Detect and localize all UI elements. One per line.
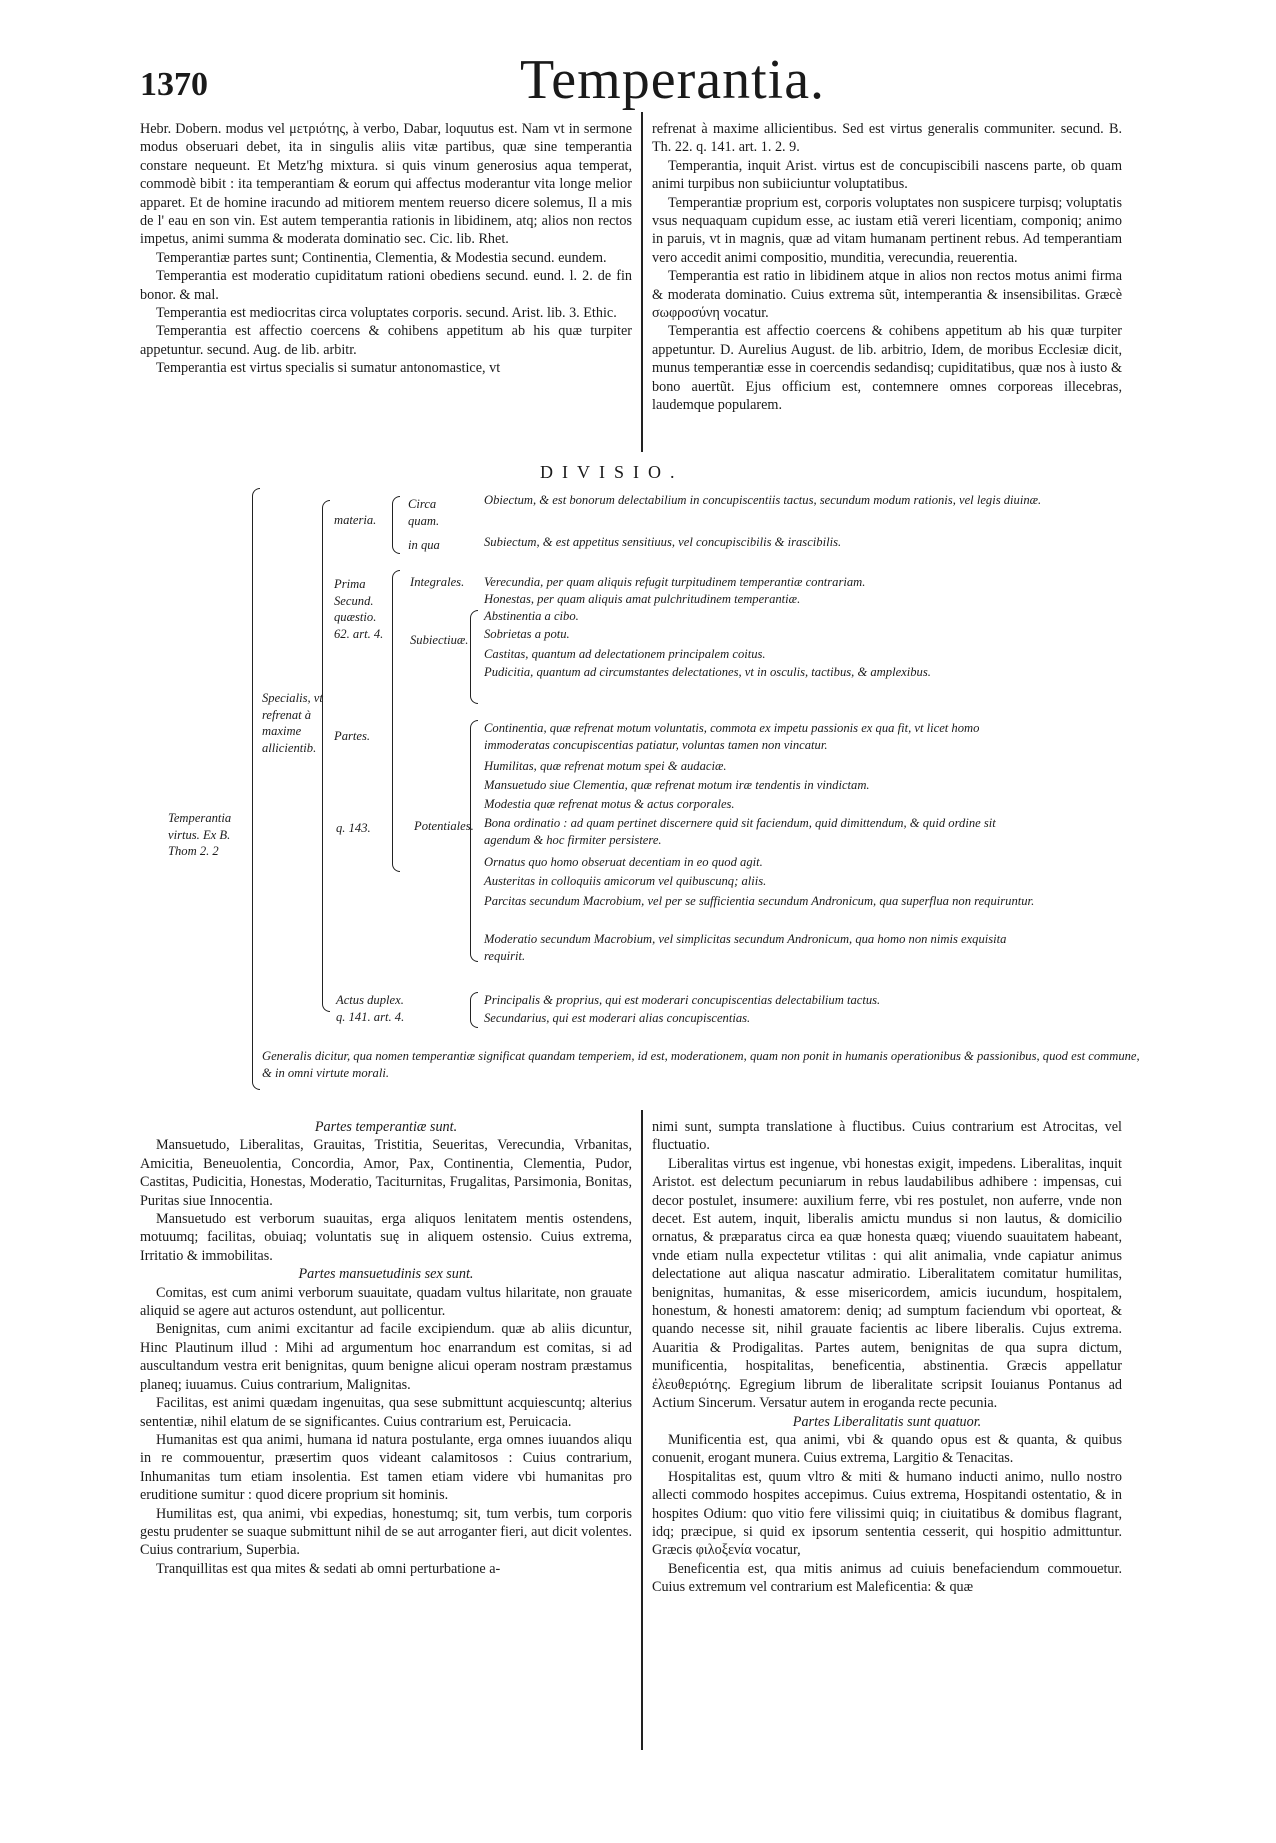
tree-root: Temperantia virtus. Ex B. Thom 2. 2 bbox=[168, 811, 232, 858]
tree-ornatus: Ornatus quo homo obseruat decentiam in eo quod agit. bbox=[484, 855, 763, 869]
paragraph: refrenat à maxime allicientibus. Sed est virtus generalis communiter. secund. B. Th. 22. q. 141. art. 1. 2. 9. bbox=[652, 121, 1122, 156]
tree-bracket bbox=[392, 570, 400, 872]
section-heading: Partes Liberalitatis sunt quatuor. bbox=[792, 1413, 982, 1430]
tree-generalis: Generalis dicitur, qua nomen temperantiæ significat quandam temperiem, id est, moderationem, quam non ponit in humanis operationibus & passionibus, quod est commune, & in omni virtute morali. bbox=[262, 1049, 1140, 1080]
paragraph: Munificentia est, qua animi, vbi & quando opus est & quanta, & quibus conuenit, erogant munera. Cuius extrema, Largitio & Tenacitas. bbox=[652, 1431, 1122, 1467]
tree-integrales: Integrales. bbox=[410, 575, 465, 589]
tree-parcitas: Parcitas secundum Macrobium, vel per se sufficientia secundum Andronicum, qua superflua non requiruntur. bbox=[484, 894, 1035, 908]
tree-bona-ordinatio: Bona ordinatio : ad quam pertinet discernere quid sit faciendum, quid dimittendum, & quid ordine sit agendum & hoc firmiter persistere. bbox=[484, 816, 996, 847]
paragraph: Temperantiæ proprium est, corporis voluptates non suspicere turpisq; voluptatis vsus nequaquam cupidum esse, ac iustam etiã vereri licentiam, componiq; animo in paruis, vt in magnis, quæ ad vitam humanam pertinent rebus. Ad temperantiam vero accedit animi compositio, munditia, verecundia, reuerentia. bbox=[652, 194, 1122, 266]
tree-sobrietas: Sobrietas a potu. bbox=[484, 627, 570, 641]
tree-mansuetudo: Mansuetudo siue Clementia, quæ refrenat motum iræ tendentis in vindictam. bbox=[484, 778, 870, 792]
paragraph: nimi sunt, sumpta translatione à fluctibus. Cuius contrarium est Atrocitas, vel fluctuatio. bbox=[652, 1119, 1122, 1154]
paragraph: Humanitas est qua animi, humana id natura postulante, erga omnes iuuandos aliqu in re commouentur, præsertim quos videant calamitosos : Cuius contrarium, Inhumanitas tum etiam insolentia. Est tamen etiam videre vbi humanitas pro eruditione sumitur : quod dicere proprium sit hominis. bbox=[140, 1431, 632, 1504]
tree-materia: materia. bbox=[334, 513, 377, 527]
paragraph: Facilitas, est animi quædam ingenuitas, qua sese submittunt acquiescuntq; alterius sententiæ, nihil elatum de se significantes. Cuius contrarium est, Peruicacia. bbox=[140, 1395, 632, 1430]
tree-prima-secundae: Prima Secund. quæstio. 62. art. 4. bbox=[334, 577, 384, 641]
text-column-1 bbox=[140, 120, 632, 378]
tree-austeritas: Austeritas in colloquiis amicorum vel quibuscunq; aliis. bbox=[484, 874, 767, 888]
tree-principalis: Principalis & proprius, qui est moderari concupiscentias delectabilium tactus. bbox=[484, 993, 881, 1007]
tree-castitas: Castitas, quantum ad delectationem principalem coitus. bbox=[484, 647, 766, 661]
tree-honestas: Honestas, per quam aliquis amat pulchritudinem temperantiæ. bbox=[484, 592, 801, 606]
paragraph: Temperantia est moderatio cupiditatum rationi obediens secund. eund. l. 2. de fin bonor. & mal. bbox=[140, 268, 632, 303]
tree-circa-quam: Circa quam. bbox=[408, 497, 440, 528]
tree-bracket bbox=[470, 610, 478, 704]
tree-actus-duplex: Actus duplex. q. 141. art. 4. bbox=[336, 993, 405, 1024]
tree-partes: Partes. bbox=[334, 729, 371, 743]
paragraph: Beneficentia est, qua mitis animus ad cuiuis benefaciendum commouetur. Cuius extremum vel contrarium est Maleficentia: & quæ bbox=[652, 1560, 1122, 1596]
tree-verecundia: Verecundia, per quam aliquis refugit turpitudinem temperantiæ contrariam. bbox=[484, 575, 866, 589]
tree-in-qua: in qua bbox=[408, 538, 440, 552]
paragraph: Temperantia, inquit Arist. virtus est de concupiscibili nascens parte, ob quam animi turpibus non subiiciuntur voluptatibus. bbox=[652, 157, 1122, 193]
text-column-3 bbox=[140, 1118, 632, 1578]
tree-pudicitia: Pudicitia, quantum ad circumstantes delectationes, vt in osculis, tactibus, & amplexibus. bbox=[484, 665, 931, 679]
tree-continentia: Continentia, quæ refrenat motum voluntatis, commota ex impetu passionis ex qua fit, vt licet homo immoderatas concupiscentias patiatur, voluntas tamen non vincatur. bbox=[484, 721, 980, 752]
section-heading: Partes temperantiæ sunt. bbox=[314, 1119, 458, 1135]
paragraph: Hebr. Dobern. modus vel μετριότης, à verbo, Dabar, loquutus est. Nam vt in sermone modus obseruari debet, ita in singulis aliis vitæ partibus, quæ sine temperantia constare nequeunt. Et Metz'hg mixtura. si quis vinum generosius aqua temperat, commodè bibit : ita temperantiam & eorum qui affectus moderantur vita longe melior apparet. Et de homine iracundo ad mitiorem mentem reuerso dicere solemus, Il a mis de l' eau en son vin. Est autem temperantia rationis in libidinem, atq; alios non rectos impetus, animi summa & moderata dominatio sec. Cic. lib. Rhet. bbox=[140, 121, 632, 248]
paragraph: Humilitas est, qua animi, vbi expedias, honestumq; sit, tum verbis, tum corporis gestu prudenter se suaque submittunt nihil de se aut arroganter fieri, aut dicit volentes. Cuius contrarium, Superbia. bbox=[140, 1505, 632, 1559]
tree-bracket bbox=[470, 720, 478, 962]
column-divider bbox=[641, 1110, 643, 1750]
tree-abstinentia: Abstinentia a cibo. bbox=[484, 609, 579, 623]
tree-obiectum: Obiectum, & est bonorum delectabilium in concupiscentiis tactus, secundum modum rationis, vel legis diuinæ. bbox=[484, 493, 1042, 507]
column-divider bbox=[641, 112, 643, 452]
tree-bracket bbox=[470, 992, 478, 1028]
tree-subiectum: Subiectum, & est appetitus sensitiuus, vel concupiscibilis & irascibilis. bbox=[484, 535, 842, 549]
paragraph: Hospitalitas est, quum vltro & miti & humano inducti animo, nullo nostro allecti commodo hospites accepimus. Cuius extrema, Hospitandi ostentatio, & in hospites Odium: quo vitio fere vilissimi quiq; in ciuitatibus & domibus flagrant, idq; præcipue, si quid ex ipsorum sententia cesserit, qui hospitio admittuntur. Græcis φιλοξενία vocatur, bbox=[652, 1468, 1122, 1559]
paragraph: Temperantia est affectio coercens & cohibens appetitum ab his quæ turpiter appetuntur. secund. Aug. de lib. arbitr. bbox=[140, 323, 632, 358]
text-column-4 bbox=[652, 1118, 1122, 1597]
text-column-2 bbox=[652, 120, 1122, 415]
paragraph: Tranquillitas est qua mites & sedati ab omni perturbatione a- bbox=[156, 1560, 501, 1577]
paragraph: Mansuetudo est verborum suauitas, erga aliquos lenitatem mentis ostendens, motuumq; facilitas, obuiaq; voluntatis suę in aliquem ostensio. Cuius extrema, Irritatio & immobilitas. bbox=[140, 1211, 632, 1264]
paragraph: Mansuetudo, Liberalitas, Grauitas, Tristitia, Seueritas, Verecundia, Vrbanitas, Amicitia, Beneuolentia, Concordia, Amor, Pax, Continentia, Clementia, Pudor, Castitas, Pudicitia, Honestas, Moderatio, Taciturnitas, Frugalitas, Parsimonia, Bonitas, Puritas siue Innocentia. bbox=[140, 1137, 632, 1209]
paragraph: Temperantia est affectio coercens & cohibens appetitum ab his quæ turpiter appetuntur. D. Aurelius August. de lib. arbitrio, Idem, de moribus Ecclesiæ dicit, munus temperantiæ esse in coercendis sedandisq; cupiditatibus, quæ nos à iusto & bono auertũt. Ejus officium est, contemnere omnes corporeas illecebras, laudemque popularem. bbox=[652, 323, 1122, 414]
tree-specialis: Specialis, vt refrenat à maxime allicientib. bbox=[262, 691, 323, 755]
tree-secundarius: Secundarius, qui est moderari alias concupiscentias. bbox=[484, 1011, 751, 1025]
paragraph: Liberalitas virtus est ingenue, vbi honestas exigit, impedens. Liberalitas, inquit Aristot. est delectum pecuniarum in rebus laudabilibus adhibere : impensas, cui decor postulet, insumere: auxilium ferre, vbi res postulet, non auferre, vnde non decet. Est autem, inquit, liberalis amictu mundus si non lautus, & domicilio ornatus, & præparatus circa ea quæ honesta quæq; viuendo suauitatem habeant, vnde etiam nulla expectetur vtilitas : qui alit animalia, vnde capiatur animus delectatione aut aliqua nascatur admiratio. Liberalitatem comitatur humilitas, benignitas, humanitas, & esse misericordem, amicis iucundum, hospitalem, honestum, & honesti amatorem: deniq; ad sumptum faciendum vbi oporteat, & quando necesse sit, nihil grauate facientis ac libere liberalis. Cujus extrema. Auaritia & Prodigalitas. Partes autem, benignitas de qua supra dictum, munificentia, hospitalitas, beneficentia, abstinentia. Græcis appellatur ἐλευθεριότης. Egregium librum de liberalitate scripsit Iouianus Pontanus ad Actium Sincerum. Versatur autem in eroganda recte pecunia. bbox=[652, 1155, 1122, 1412]
tree-humilitas: Humilitas, quæ refrenat motum spei & audaciæ. bbox=[484, 759, 727, 773]
tree-bracket bbox=[252, 488, 260, 1090]
page-number: 1370 bbox=[140, 66, 208, 103]
tree-subiectiuae: Subiectiuæ. bbox=[410, 633, 469, 647]
paragraph: Temperantiæ partes sunt; Continentia, Clementia, & Modestia secund. eundem. bbox=[156, 249, 607, 266]
tree-q143: q. 143. bbox=[336, 821, 371, 835]
tree-moderatio: Moderatio secundum Macrobium, vel simplicitas secundum Andronicum, qua homo non nimis exquisita requirit. bbox=[484, 932, 1007, 963]
tree-bracket bbox=[392, 496, 400, 554]
paragraph: Temperantia est mediocritas circa voluptates corporis. secund. Arist. lib. 3. Ethic. bbox=[156, 305, 617, 322]
paragraph: Temperantia est ratio in libidinem atque in alios non rectos motus animi firma & moderata dominatio. Cuius extrema sũt, intemperantia & insensibilitas. Græcè σωφροσύνη vocatur. bbox=[652, 268, 1122, 322]
tree-modestia: Modestia quæ refrenat motus & actus corporales. bbox=[484, 797, 735, 811]
paragraph: Benignitas, cum animi excitantur ad facile excipiendum. quæ ab aliis dicuntur, Hinc Plautinum illud : Mihi ad argumentum hoc enarrandum est comitas, si ad auscultandum vestra erit benignitas, quum benigne alicui operam nostram præstamus planeq; iuuamus. Cuius contrarium, Malignitas. bbox=[140, 1321, 632, 1393]
divisio-heading: DIVISIO. bbox=[540, 462, 684, 482]
page-title: Temperantia. bbox=[520, 49, 826, 111]
tree-bracket bbox=[322, 500, 330, 1012]
tree-potentiales: Potentiales. bbox=[414, 819, 474, 833]
paragraph: Temperantia est virtus specialis si sumatur antonomastice, vt bbox=[156, 360, 501, 377]
section-heading: Partes mansuetudinis sex sunt. bbox=[298, 1266, 474, 1283]
paragraph: Comitas, est cum animi verborum suauitate, quadam vultus hilaritate, non grauate aliquid se agere aut acturos ostendunt, aut pollicentur. bbox=[140, 1284, 632, 1320]
